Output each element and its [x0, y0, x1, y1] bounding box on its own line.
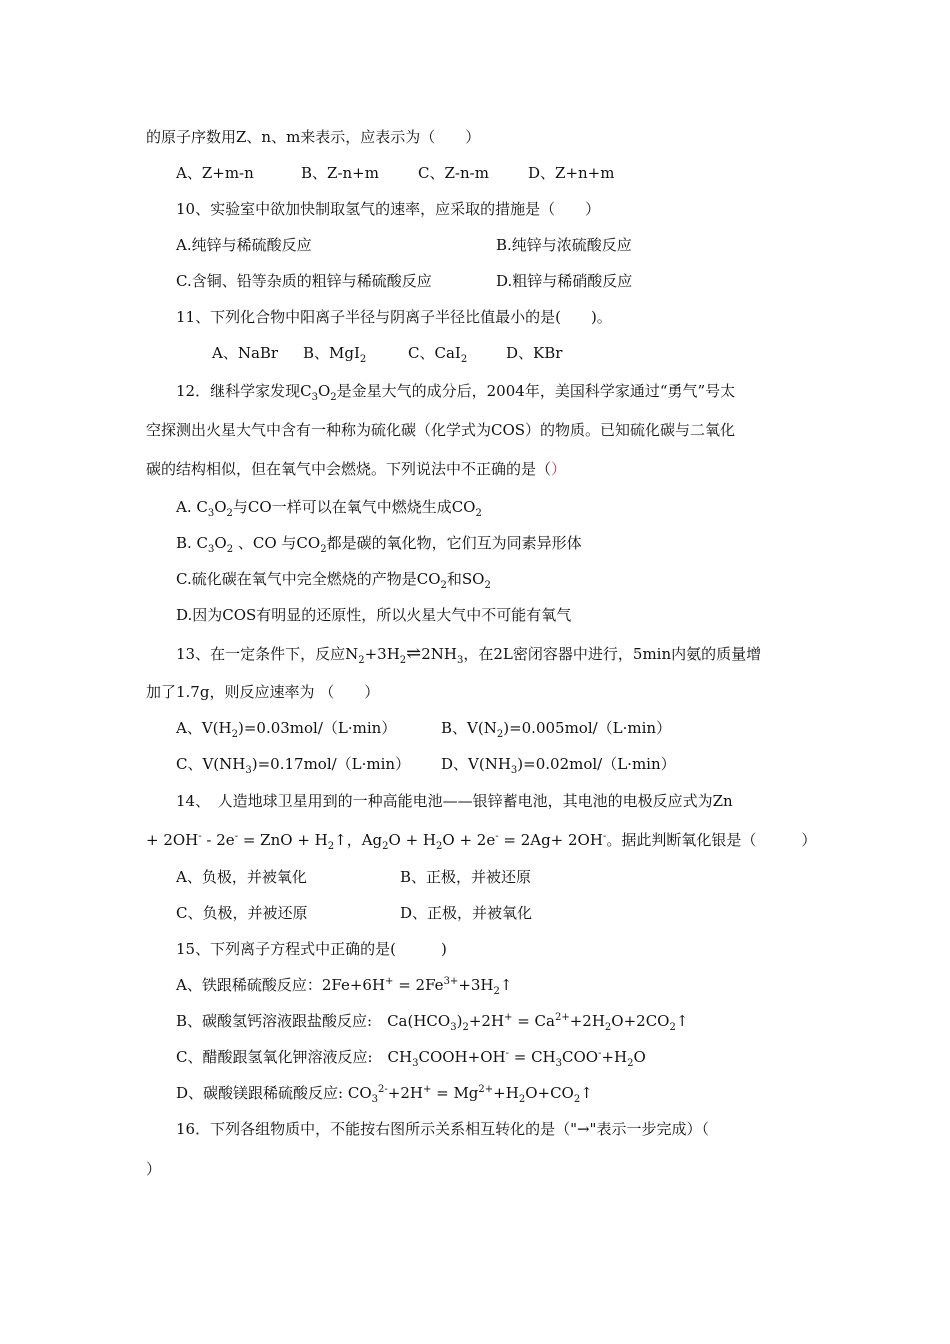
q13-options-cd: [176, 754, 676, 774]
option-b: B、Z-n+m: [301, 164, 379, 182]
option-b: B.纯锌与浓硫酸反应: [496, 236, 632, 254]
option-b: B、MgI$_2$: [303, 344, 367, 365]
option-a: A.纯锌与稀硫酸反应: [176, 236, 312, 254]
option-a: A、负极，并被氧化: [176, 868, 307, 886]
text-line: 的原子序数用Z、n、m来表示，应表示为（ ）: [146, 128, 481, 146]
q14-options-ab: [176, 867, 531, 887]
q15-option-a: A、铁跟稀硫酸反应：$2Fe+6H^+ = 2Fe^{3+}+3H_2↑$: [176, 976, 513, 997]
q10-options-ab: [176, 235, 632, 255]
q12-option-b: B. $C_3O_2$ 、CO 与$CO_2$都是碳的氧化物，它们互为同素异形体: [176, 534, 582, 555]
question-13-line1: 13、在一定条件下，反应$N_2+3H_2\rightleftharpoons 2NH_3$，在2L密闭容器中进行，5min内氨的质量增: [176, 643, 762, 666]
question-12-line3: 碳的结构相似，但在氧气中会燃烧。下列说法中不正确的是（）: [146, 460, 567, 478]
option-a: A、NaBr: [212, 344, 279, 362]
question-16-line1: 16．下列各组物质中，不能按右图所示关系相互转化的是（"→"表示一步完成）（: [176, 1120, 709, 1138]
option-c: C、CaI$_2$: [408, 344, 468, 365]
question-14-line2: + 2OH- - 2e- = ZnO + $H_2↑$，$Ag_2O + H_2O + 2e^- = 2Ag+ 2OH^-$。据此判断氧化银是（ ）: [146, 831, 817, 852]
question-13-line2: 加了1.7g，则反应速率为 （ ）: [146, 683, 380, 701]
option-a: A、Z+m-n: [176, 164, 254, 182]
question-12-line1: 12．继科学家发现$C_3O_2$是金星大气的成分后，2004年，美国科学家通过“勇气”号太: [176, 382, 736, 403]
option-b: B、$V(N_2)=0.005mol/(L\cdot\min)$: [441, 719, 672, 740]
q15-option-d: D、碳酸镁跟稀硫酸反应: $CO_3^{2-}+2H^+$ = $Mg^{2+}+H_2O+CO_2↑$: [176, 1084, 593, 1105]
q15-option-b: B、碳酸氢钙溶液跟盐酸反应: $Ca(HCO_3)_2+2H^+$ = $Ca^{2+}+2H_2O+2CO_2↑$: [176, 1012, 689, 1033]
red-paren: ）: [551, 460, 567, 478]
question-14-line1: 14、 人造地球卫星用到的一种高能电池——银锌蓄电池，其电池的电极反应式为Zn: [176, 792, 733, 810]
q12-option-c: C.硫化碳在氧气中完全燃烧的产物是$CO_2$和$SO_2$: [176, 570, 491, 591]
q11-options: [212, 343, 562, 363]
question-12-line2: 空探测出火星大气中含有一种称为硫化碳（化学式为COS）的物质。已知硫化碳与二氧化: [146, 421, 736, 439]
option-d: D、Z+n+m: [528, 164, 615, 182]
question-10: 10、实验室中欲加快制取氢气的速率，应采取的措施是（ ）: [176, 200, 601, 218]
option-c: C.含铜、铅等杂质的粗锌与稀硫酸反应: [176, 272, 432, 290]
option-c: C、负极，并被还原: [176, 904, 308, 922]
option-c: C、$V(NH_3)=0.17mol/(L\cdot\min)$: [176, 755, 411, 776]
q12-option-a: A. $C_3O_2$与CO一样可以在氧气中燃烧生成$CO_2$: [176, 498, 482, 519]
option-d: D.粗锌与稀硝酸反应: [496, 272, 633, 290]
option-d: D、KBr: [506, 344, 563, 362]
q13-options-ab: [176, 718, 671, 738]
q9-options: [176, 163, 614, 183]
question-16-line2: ）: [146, 1160, 162, 1178]
option-c: C、Z-n-m: [418, 164, 489, 182]
question-11: 11、下列化合物中阳离子半径与阴离子半径比值最小的是( )。: [176, 308, 612, 326]
q14-options-cd: [176, 903, 532, 923]
option-d: D、$V(NH_3)=0.02mol/(L\cdot\min)$: [441, 755, 676, 776]
q12-option-d: D.因为COS有明显的还原性，所以火星大气中不可能有氧气: [176, 606, 572, 624]
option-d: D、正极，并被氧化: [400, 904, 533, 922]
question-15: 15、下列离子方程式中正确的是( ): [176, 940, 447, 958]
equilibrium-arrow: ⇌: [406, 643, 422, 664]
option-b: B、正极，并被还原: [400, 868, 532, 886]
q15-option-c: C、醋酸跟氢氧化钾溶液反应: $CH_3COOH+OH^- = CH_3COO^-+H_2O$: [176, 1048, 646, 1069]
q10-options-cd: [176, 271, 632, 291]
option-a: A、$V(H_2)=0.03mol/(L\cdot\min)$: [176, 719, 397, 740]
